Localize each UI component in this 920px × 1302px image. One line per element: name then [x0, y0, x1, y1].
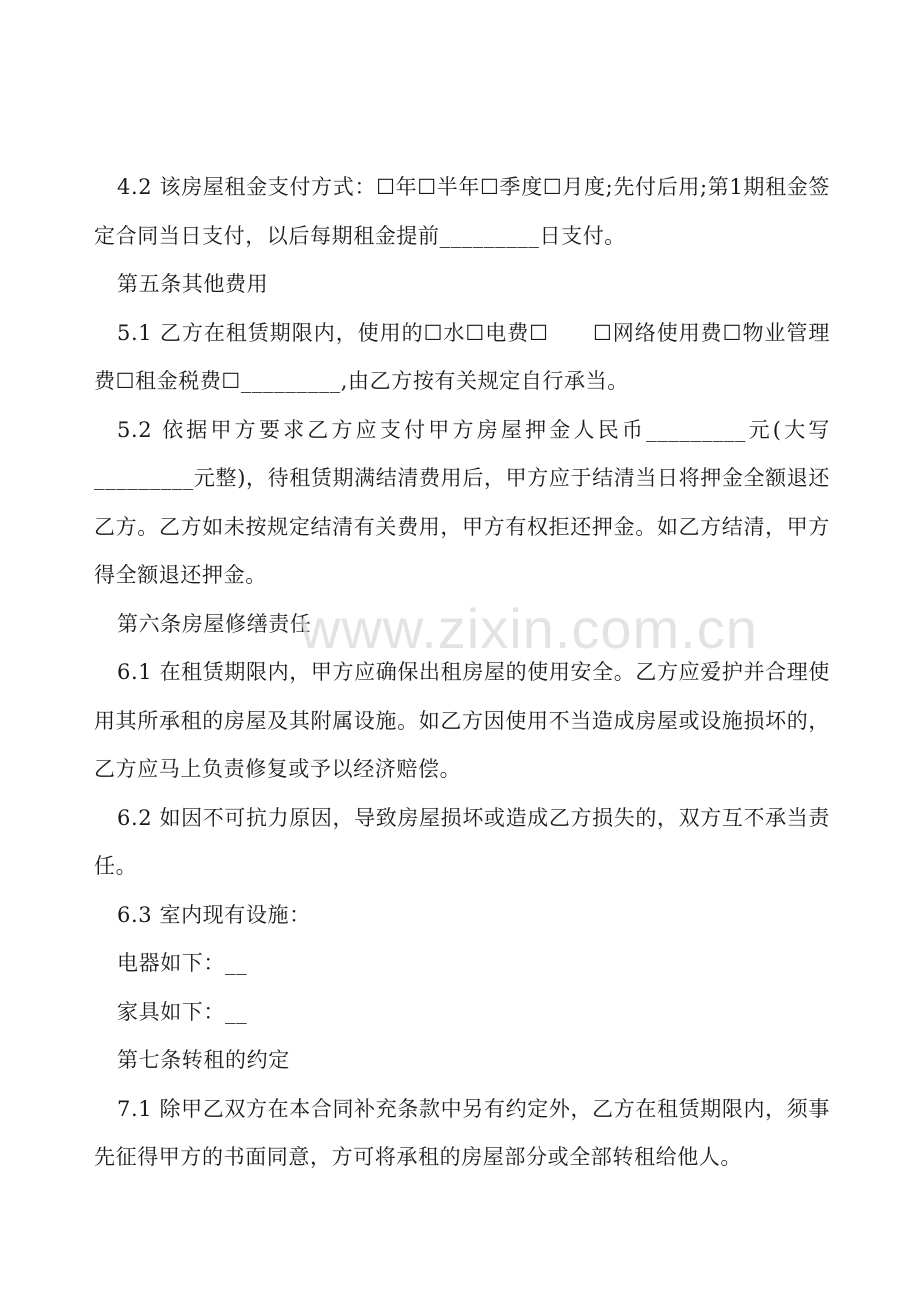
clause-4-2: 4.2 该房屋租金支付方式：☐年☐半年☐季度☐月度;先付后用;第1期租金签定合同当日支付，以后每期租金提前_________日支付。 — [94, 175, 830, 248]
appliances-line: 电器如下：__ — [117, 951, 248, 975]
clause-6-1: 6.1 在租赁期限内，甲方应确保出租房屋的使用安全。乙方应爱护并合理使用其所承租的房屋及其附属设施。如乙方因使用不当造成房屋或设施损坏的，乙方应马上负责修复或予以经济赔偿。 — [94, 660, 830, 781]
watermark-text: www.zixin.com.cn — [300, 597, 758, 660]
clause-5-2: 5.2 依据甲方要求乙方应支付甲方房屋押金人民币_________元(大写_________元整)，待租赁期满结清费用后，甲方应于结清当日将押金全额退还乙方。乙方如未按规定结清有关费用，甲方有权拒还押金。如乙方结清，甲方得全额退还押金。 — [94, 417, 830, 587]
clause-7-1: 7.1 除甲乙双方在本合同补充条款中另有约定外，乙方在租赁期限内，须事先征得甲方的书面同意，方可将承租的房屋部分或全部转租给他人。 — [94, 1096, 830, 1169]
heading-article-6: 第六条房屋修缮责任 — [117, 611, 312, 636]
furniture-line: 家具如下：__ — [117, 999, 248, 1024]
document-body — [94, 163, 830, 1182]
clause-5-1: 5.1 乙方在租赁期限内，使用的☐水☐电费☐ ☐网络使用费☐物业管理费☐租金税费☐_________,由乙方按有关规定自行承当。 — [94, 320, 830, 393]
heading-article-7: 第七条转租的约定 — [117, 1048, 290, 1072]
clause-6-3: 6.3 室内现有设施： — [117, 902, 311, 927]
clause-6-2: 6.2 如因不可抗力原因，导致房屋损坏或造成乙方损失的，双方互不承当责任。 — [94, 805, 830, 878]
heading-article-5: 第五条其他费用 — [117, 272, 269, 296]
